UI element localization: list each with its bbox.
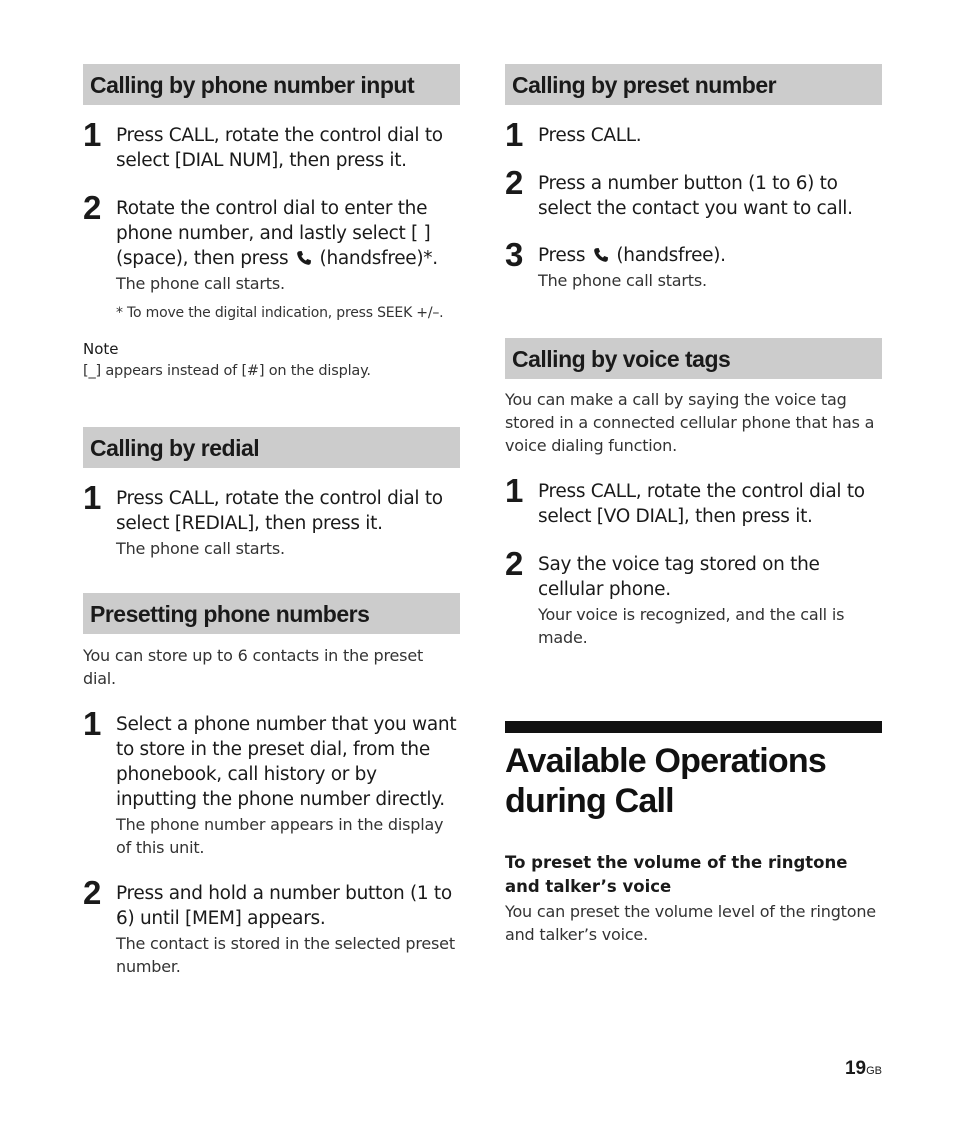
chapter-title: Available Operations during Call [505, 742, 826, 820]
subheading-text: You can preset the volume level of the ringtone and talker’s voice. [505, 902, 876, 944]
left-column [83, 64, 460, 978]
section-heading-presetting: Presetting phone numbers [83, 593, 460, 634]
step-text-part: Rotate the control dial to enter the phone number, and lastly select [ ] (space), then press [116, 198, 431, 269]
phone-handset-icon [593, 247, 609, 263]
step-1 [505, 472, 882, 529]
step-number: 1 [83, 116, 102, 153]
step-text: Press CALL, rotate the control dial to select [REDIAL], then press it. [116, 488, 443, 534]
step-text: Press CALL, rotate the control dial to select [VO DIAL], then press it. [538, 481, 865, 527]
chapter-rule [505, 721, 882, 733]
step-number: 2 [505, 164, 524, 201]
step-text: Press CALL, rotate the control dial to select [DIAL NUM], then press it. [116, 125, 443, 171]
step-text [538, 243, 882, 268]
step-text: Press and hold a number button (1 to 6) until [MEM] appears. [116, 883, 452, 929]
step-text: Press CALL. [538, 125, 642, 146]
step-number: 1 [83, 705, 102, 742]
step-1 [83, 705, 460, 859]
step-1 [505, 116, 882, 153]
page-number [845, 1058, 882, 1080]
step-result: The phone number appears in the display of this unit. [116, 815, 444, 857]
step-number: 2 [505, 545, 524, 582]
section-intro: You can make a call by saying the voice tag stored in a connected cellular phone that has a voice dialing function. [505, 390, 875, 455]
step-2 [83, 189, 460, 323]
step-text-part: (handsfree)*. [319, 248, 438, 269]
step-1 [83, 479, 460, 560]
subheading: To preset the volume of the ringtone and talker’s voice [505, 853, 848, 896]
step-number: 3 [505, 236, 524, 273]
step-number: 2 [83, 189, 102, 226]
step-text [116, 196, 460, 271]
step-number: 1 [505, 116, 524, 153]
section-intro: You can store up to 6 contacts in the preset dial. [83, 646, 424, 688]
step-2 [83, 874, 460, 978]
step-result: The contact is stored in the selected preset number. [116, 934, 455, 976]
step-result: The phone call starts. [116, 539, 285, 558]
step-2 [505, 164, 882, 221]
page-number-suffix: GB [866, 1065, 882, 1077]
step-1 [83, 116, 460, 173]
section-heading-phone-number-input: Calling by phone number input [83, 64, 460, 105]
footnote: * To move the digital indication, press SEEK +/–. [116, 305, 444, 321]
step-result: Your voice is recognized, and the call is made. [538, 605, 845, 647]
step-text-part: Press [538, 245, 586, 266]
step-text-part: (handsfree). [616, 245, 726, 266]
note-text: [_] appears instead of [#] on the display. [83, 363, 371, 379]
step-text: Say the voice tag stored on the cellular phone. [538, 554, 820, 600]
section-heading-voice-tags: Calling by voice tags [505, 338, 882, 379]
step-text: Select a phone number that you want to store in the preset dial, from the phonebook, call history or by inputting the phone number directly. [116, 714, 457, 810]
step-number: 2 [83, 874, 102, 911]
section-heading-redial: Calling by redial [83, 427, 460, 468]
step-2 [505, 545, 882, 649]
step-result: The phone call starts. [538, 271, 707, 290]
step-text: Press a number button (1 to 6) to select the contact you want to call. [538, 173, 853, 219]
note [83, 339, 460, 381]
right-column [505, 64, 882, 946]
phone-handset-icon [296, 250, 312, 266]
section-heading-preset-number: Calling by preset number [505, 64, 882, 105]
step-3 [505, 236, 882, 292]
page-number-value: 19 [844, 1058, 867, 1079]
step-number: 1 [505, 472, 524, 509]
note-label: Note [83, 340, 119, 358]
step-number: 1 [83, 479, 102, 516]
step-result: The phone call starts. [116, 274, 285, 293]
